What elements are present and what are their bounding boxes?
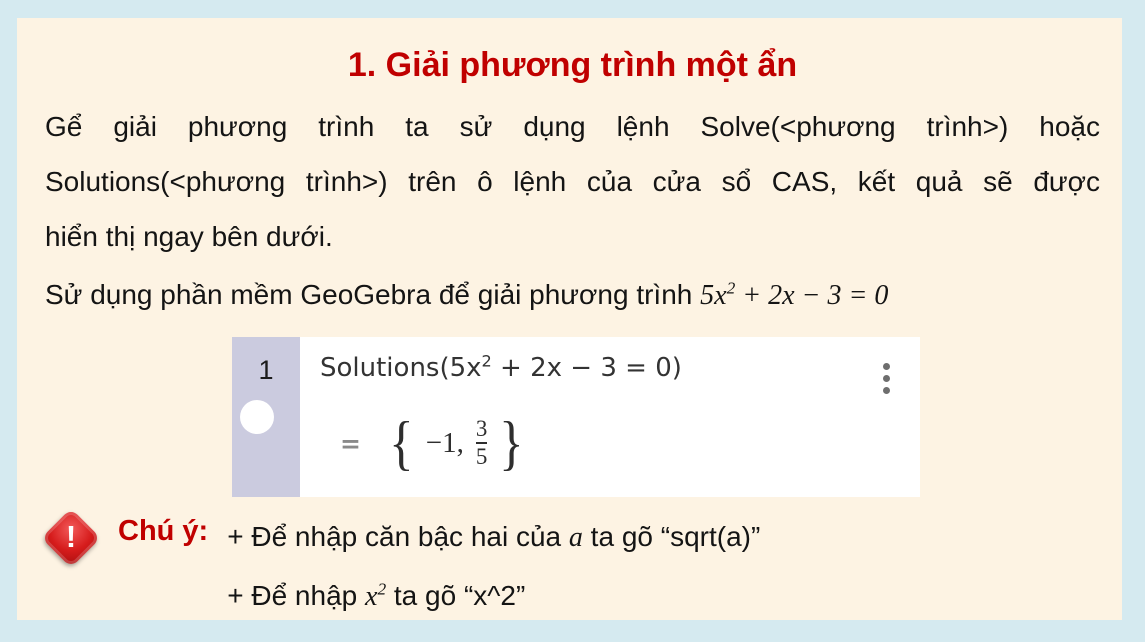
warning-exclamation: ! (65, 519, 77, 554)
task-text: Sử dụng phần mềm GeoGebra để giải phương trình (45, 279, 701, 310)
math-a: a (568, 522, 583, 553)
open-brace: { (389, 410, 414, 476)
geogebra-output-result (320, 412, 894, 474)
geogebra-input-expression: $Solutions(5x^2 + 2x - 3 = 0)$ (320, 351, 682, 383)
kebab-menu-icon[interactable] (879, 359, 894, 398)
task-equation: $5x^2 + 2x - 3 = 0$ (700, 278, 889, 311)
equals-sign: = (340, 428, 361, 458)
intro-paragraph (45, 99, 1100, 264)
radio-circle-icon[interactable] (240, 400, 274, 434)
intro-line-3: hiển thị ngay bên dưới. (45, 221, 333, 252)
geogebra-cell (300, 337, 920, 497)
note-label: Chú ý: (118, 515, 209, 547)
fraction-denominator: 5 (475, 444, 488, 469)
note-line-sqrt: + Để nhập căn bậc hai của a ta gõ “sqrt(a)” (227, 521, 761, 553)
slide-canvas (17, 18, 1122, 620)
math-x-squared: $x^2$ (365, 579, 387, 612)
intro-line-1: Gể giải phương trình ta sử dụng lệnh Solve(<phương trình>) hoặc (45, 111, 1100, 142)
geogebra-cas-screenshot (232, 337, 920, 497)
task-sentence (45, 267, 1100, 324)
note-section (45, 506, 1100, 619)
geogebra-row-number: 1 (258, 355, 274, 385)
note-line-power: + Để nhập $x^2$ ta gõ “x^2” (227, 579, 526, 612)
close-brace: } (499, 410, 525, 476)
intro-line-2: Solutions(<phương trình>) trên ô lệnh của cửa sổ CAS, kết quả sẽ được (45, 166, 1100, 197)
fraction-numerator: 3 (475, 416, 488, 442)
page-title: 1. Giải phương trình một ẩn (347, 46, 798, 84)
solution-value: −1, (425, 426, 464, 459)
warning-diamond-icon (39, 506, 103, 570)
note-lines (227, 515, 760, 619)
geogebra-row-gutter (232, 337, 300, 497)
solution-fraction (476, 416, 488, 470)
